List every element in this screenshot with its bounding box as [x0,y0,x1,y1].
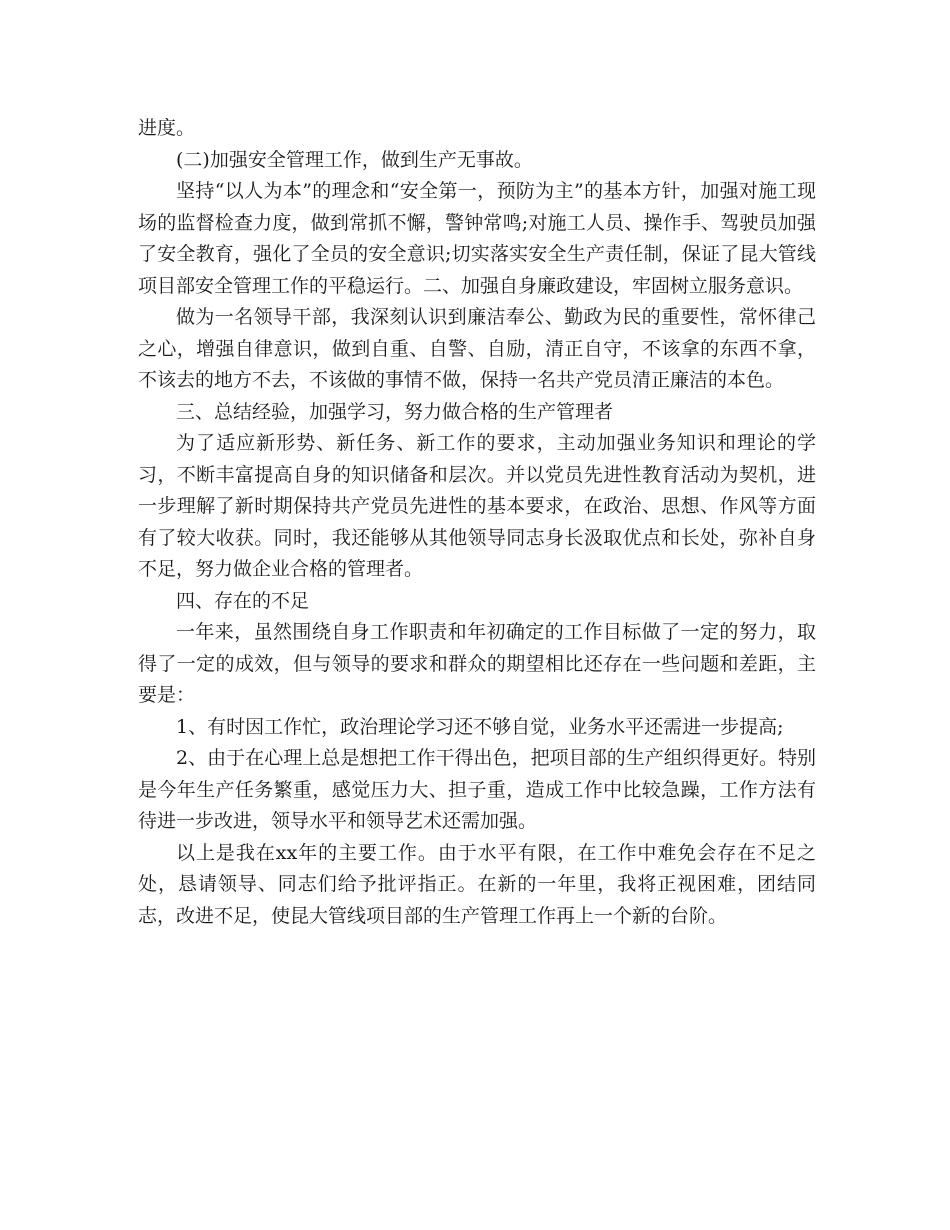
paragraph-learning: 为了适应新形势、新任务、新工作的要求，主动加强业务知识和理论的学习，不断丰富提高自身的知识储备和层次。并以党员先进性教育活动为契机，进一步理解了新时期保持共产党员先进性的基本要求，在政治、思想、作风等方面有了较大收获。同时，我还能够从其他领导同志身长汲取优点和长处，弥补自身不足，努力做企业合格的管理者。 [138,432,816,580]
section-heading-shortcomings: 四、存在的不足 [176,589,310,612]
document-body [138,113,816,932]
paragraph-safety-management: 坚持“以人为本”的理念和“安全第一，预防为主”的基本方针，加强对施工现场的监督检查力度，做到常抓不懈，警钟常鸣;对施工人员、操作手、驾驶员加强了安全教育，强化了全员的安全意识;切实落实安全生产责任制，保证了昆大管线项目部安全管理工作的平稳运行。二、加强自身廉政建设，牢固树立服务意识。 [138,180,816,297]
list-item-shortcoming-1: 1、有时因工作忙，政治理论学习还不够自觉，业务水平还需进一步提高; [176,715,784,738]
list-item-shortcoming-2: 2、由于在心理上总是想把工作干得出色，把项目部的生产组织得更好。特别是今年生产任务繁重，感觉压力大、担子重，造成工作中比较急躁，工作方法有待进一步改进，领导水平和领导艺术还需加强。 [138,747,816,832]
section-heading-learning: 三、总结经验，加强学习，努力做合格的生产管理者 [176,400,614,423]
paragraph-integrity: 做为一名领导干部，我深刻认识到廉洁奉公、勤政为民的重要性，常怀律己之心，增强自律意识，做到自重、自警、自励，清正自守，不该拿的东西不拿，不该去的地方不去，不该做的事情不做，保持一名共产党员清正廉洁的本色。 [138,306,816,391]
paragraph-conclusion: 以上是我在xx年的主要工作。由于水平有限，在工作中难免会存在不足之处，恳请领导、同志们给予批评指正。在新的一年里，我将正视困难，团结同志，改进不足，使昆大管线项目部的生产管理工作再上一个新的台阶。 [138,841,816,927]
paragraph-continuation: 进度。 [138,117,196,139]
section-heading-safety: (二)加强安全管理工作，做到生产无事故。 [176,148,533,171]
paragraph-shortcomings-intro: 一年来，虽然围绕自身工作职责和年初确定的工作目标做了一定的努力，取得了一定的成效，但与领导的要求和群众的期望相比还存在一些问题和差距，主要是： [138,621,816,706]
